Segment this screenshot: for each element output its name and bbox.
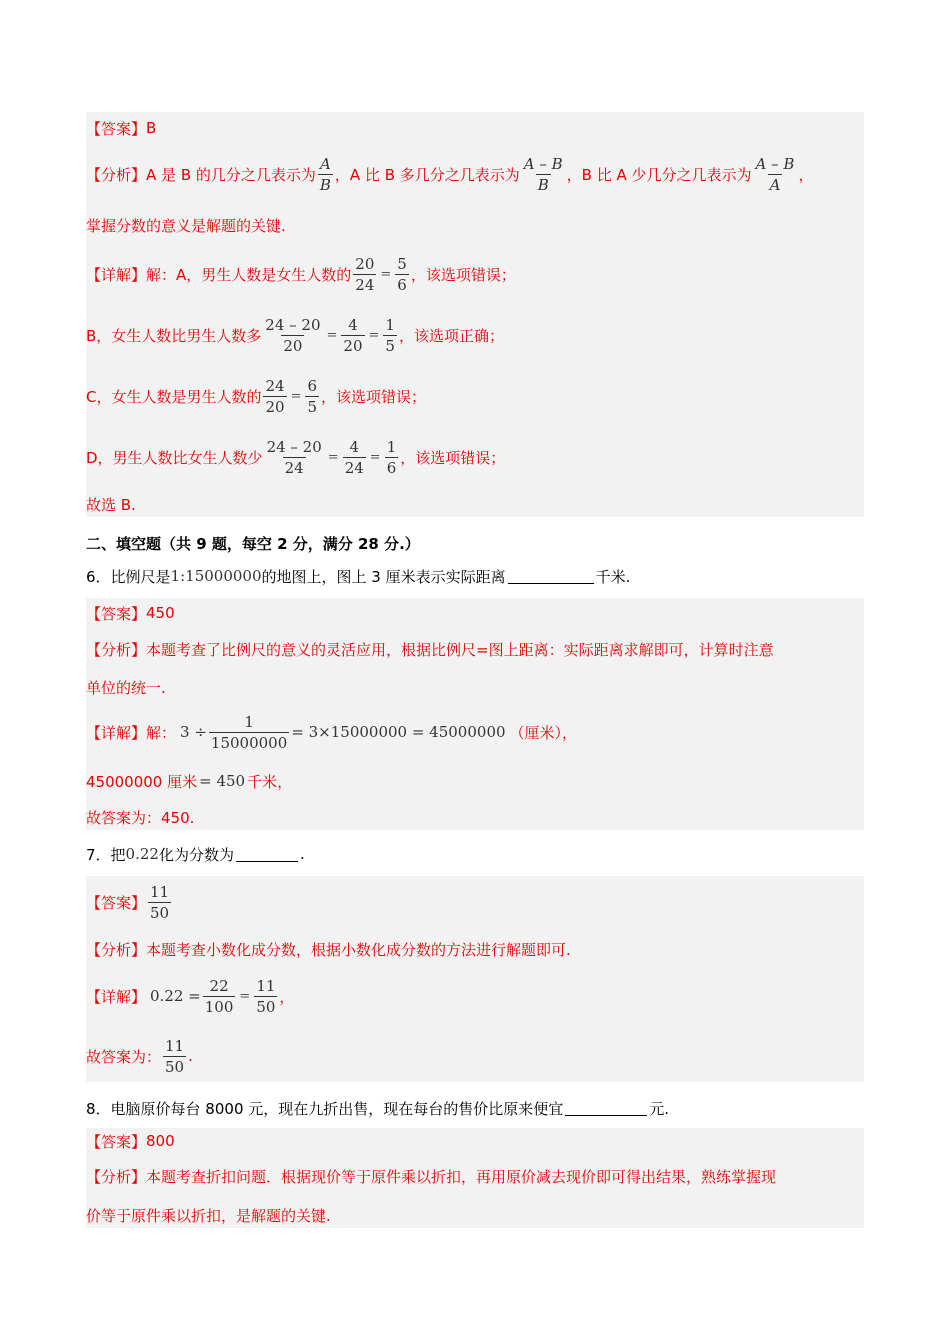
answer-tag: 【答案】 xyxy=(86,893,147,912)
q6-answer-blank xyxy=(508,569,594,584)
q7-analysis-line xyxy=(86,938,571,960)
q7-solution-block xyxy=(86,876,864,1082)
conclusion-fraction: $\frac{11}{50}$ xyxy=(165,1036,185,1076)
fraction-a-minus-b-over-a: $\frac{A - B}{A}$ xyxy=(755,154,795,194)
fraction: $\frac{1}{6}$ xyxy=(386,437,397,477)
analysis-tag: 【分析】 xyxy=(86,640,147,659)
analysis-text-4: 掌握分数的意义是解题的关键. xyxy=(86,216,286,235)
q5-conclusion xyxy=(86,494,136,514)
analysis-comma: ， xyxy=(798,165,814,184)
q8-answer-blank xyxy=(565,1101,647,1116)
fraction: $\frac{22}{100}$ xyxy=(204,976,234,1016)
q5-detail-c xyxy=(86,374,426,418)
answer-value: 800 xyxy=(146,1132,175,1150)
q5-answer-line xyxy=(86,118,156,138)
q7-detail-line xyxy=(86,974,294,1018)
answer-value: B xyxy=(146,119,157,137)
q7-answer-line xyxy=(86,880,173,924)
conclusion-period: . xyxy=(188,1047,193,1065)
fraction: $\frac{5}{6}$ xyxy=(397,254,407,294)
answer-tag: 【答案】 xyxy=(86,604,147,623)
q7-stem-text: 7．把 xyxy=(86,845,126,864)
detail-comma: ， xyxy=(279,987,295,1006)
equals-sign: = xyxy=(326,327,338,343)
detail-d-text: D，男生人数比女生人数少 xyxy=(86,448,263,467)
fraction: $\frac{1}{5}$ xyxy=(385,315,395,355)
conversion-math: = 450 xyxy=(199,772,246,790)
section-title-text: 二、填空题（共 9 题，每空 2 分，满分 28 分.） xyxy=(86,534,420,553)
analysis-text-2: ，A 比 B 多几分之几表示为 xyxy=(334,165,520,184)
q6-stem-text: 6．比例尺是 xyxy=(86,567,171,586)
q6-answer-line xyxy=(86,603,175,623)
detail-b-text: B，女生人数比男生人数多 xyxy=(86,326,262,345)
detail-d-result: ，该选项错误； xyxy=(400,448,506,467)
q5-detail-b xyxy=(86,313,504,357)
q6-solution-block xyxy=(86,598,864,830)
detail-unit: （厘米）， xyxy=(509,723,578,742)
detail-prefix: 解： xyxy=(146,723,177,742)
analysis-text: 本题考查了比例尺的意义的灵活应用，根据比例尺=图上距离：实际距离求解即可，计算时注意 xyxy=(146,640,774,659)
detail-tag: 【详解】 xyxy=(86,987,147,1006)
fraction: $\frac{24}{20}$ xyxy=(265,376,285,416)
fraction: $\frac{20}{24}$ xyxy=(355,254,375,294)
fraction: $\frac{24 - 20}{20}$ xyxy=(265,315,321,355)
equals-sign: = xyxy=(368,327,380,343)
fraction: $\frac{6}{5}$ xyxy=(307,376,318,416)
q6-detail-line xyxy=(86,710,577,754)
conclusion-text: 故答案为： xyxy=(86,1047,162,1066)
detail-tag: 【详解】 xyxy=(86,265,147,284)
analysis-text-2: 单位的统一. xyxy=(86,678,166,697)
math-expression: 0.22 = xyxy=(150,987,201,1005)
q5-analysis-line-2 xyxy=(86,215,286,235)
conclusion-text: 故答案为：450. xyxy=(86,808,195,827)
equals-sign: = xyxy=(369,449,381,465)
fraction: $\frac{11}{50}$ xyxy=(256,976,276,1016)
q7-conclusion xyxy=(86,1034,193,1078)
q7-decimal: 0.22 xyxy=(125,845,159,863)
q8-stem-text: 8．电脑原价每台 8000 元，现在九折出售，现在每台的售价比原来便宜 xyxy=(86,1099,564,1118)
q6-stem xyxy=(86,564,630,588)
equals-sign: = xyxy=(327,449,339,465)
answer-value: 450 xyxy=(146,604,175,622)
fraction: $\frac{24 - 20}{24}$ xyxy=(266,437,322,477)
q7-stem-text-2: 化为分数为 xyxy=(158,845,234,864)
q8-stem xyxy=(86,1096,669,1120)
q6-scale-ratio: 1:15000000 xyxy=(170,567,262,585)
analysis-text: 本题考查小数化成分数，根据小数化成分数的方法进行解题即可. xyxy=(146,940,571,959)
equals-sign: = xyxy=(290,388,302,404)
fraction: $\frac{1}{15000000}$ xyxy=(210,712,288,752)
conclusion-text: 故选 B. xyxy=(86,495,136,514)
q8-answer-line xyxy=(86,1131,175,1151)
q8-solution-block xyxy=(86,1128,864,1228)
math-expression: 3 ÷ xyxy=(180,723,207,741)
q6-conversion-line xyxy=(86,770,292,792)
q5-detail-d xyxy=(86,435,505,479)
fraction-a-over-b: $\frac{A}{B}$ xyxy=(319,154,331,194)
analysis-text-2: 价等于原件乘以折扣，是解题的关键. xyxy=(86,1206,331,1225)
detail-c-result: ，该选项错误； xyxy=(321,387,427,406)
detail-b-result: ，该选项正确； xyxy=(398,326,504,345)
analysis-tag: 【分析】 xyxy=(86,1167,147,1186)
analysis-tag: 【分析】 xyxy=(86,165,147,184)
q6-analysis-line-2 xyxy=(86,676,166,698)
detail-tag: 【详解】 xyxy=(86,723,147,742)
fraction-a-minus-b-over-b: $\frac{A - B}{B}$ xyxy=(523,154,563,194)
conversion-text: 45000000 厘米 xyxy=(86,772,198,791)
q7-answer-blank xyxy=(236,847,298,862)
detail-a-text: 解：A，男生人数是女生人数的 xyxy=(146,265,352,284)
q6-analysis-line xyxy=(86,638,774,660)
conversion-unit: 千米， xyxy=(247,772,293,791)
analysis-text-3: ，B 比 A 少几分之几表示为 xyxy=(566,165,752,184)
q8-stem-end: 元. xyxy=(649,1099,670,1118)
analysis-text: 本题考查折扣问题．根据现价等于原件乘以折扣，再用原价减去现价即可得出结果，熟练掌握现 xyxy=(146,1167,777,1186)
equals-sign: = xyxy=(380,266,392,282)
answer-fraction: $\frac{11}{50}$ xyxy=(150,882,170,922)
equals-sign: = xyxy=(239,988,251,1004)
q5-analysis-line xyxy=(86,152,813,196)
section-2-title xyxy=(86,532,420,554)
q8-analysis-line-2 xyxy=(86,1204,331,1226)
q6-conclusion xyxy=(86,806,194,828)
q5-solution-block xyxy=(86,112,864,517)
detail-c-text: C，女生人数是男生人数的 xyxy=(86,387,262,406)
q8-analysis-line xyxy=(86,1165,776,1187)
q5-detail-a xyxy=(86,252,516,296)
fraction: $\frac{4}{20}$ xyxy=(343,315,363,355)
analysis-text-1: A 是 B 的几分之几表示为 xyxy=(146,165,316,184)
math-expression-2: = 3×15000000 = 45000000 xyxy=(291,723,506,741)
answer-tag: 【答案】 xyxy=(86,119,147,138)
q6-stem-text-2: 的地图上，图上 3 厘米表示实际距离 xyxy=(261,567,506,586)
q7-stem xyxy=(86,842,305,866)
answer-tag: 【答案】 xyxy=(86,1132,147,1151)
detail-a-result: ，该选项错误； xyxy=(410,265,516,284)
q7-stem-end: . xyxy=(299,845,305,863)
fraction: $\frac{4}{24}$ xyxy=(344,437,364,477)
q6-stem-end: 千米. xyxy=(595,567,631,586)
analysis-tag: 【分析】 xyxy=(86,940,147,959)
